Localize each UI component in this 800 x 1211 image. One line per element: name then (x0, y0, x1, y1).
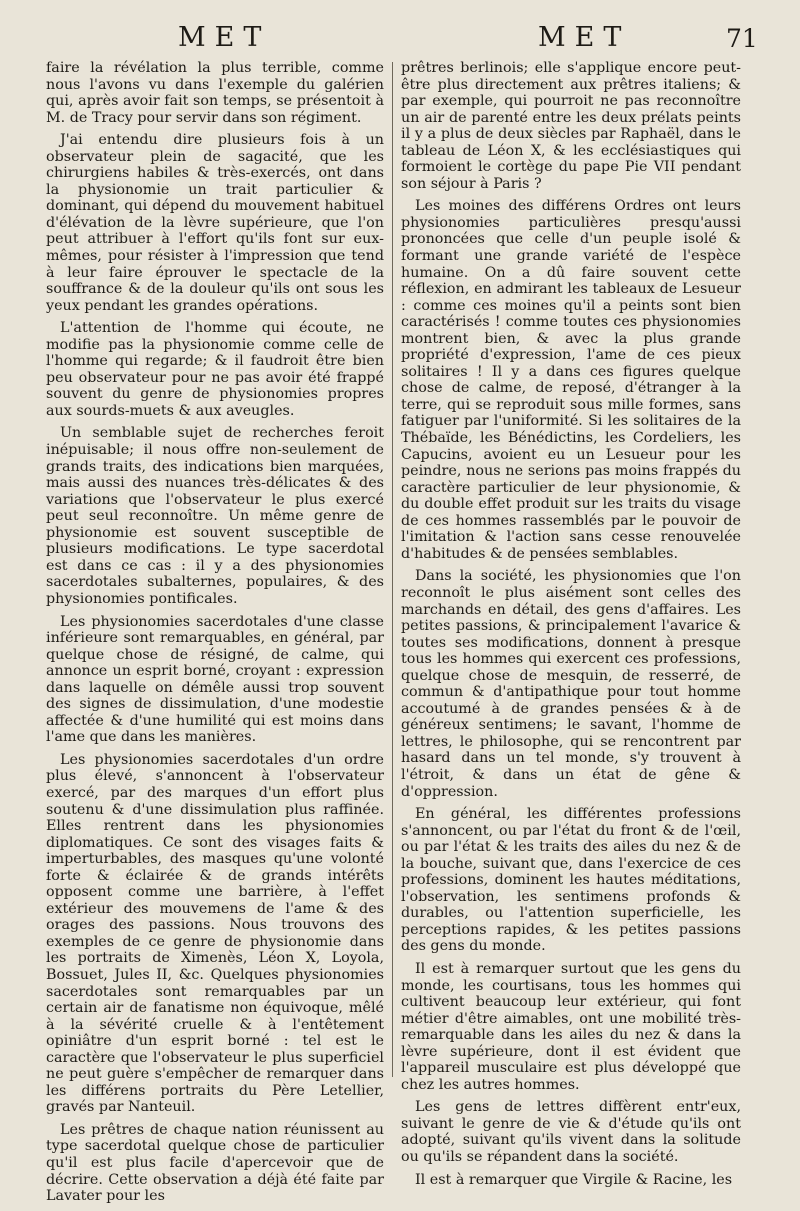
paragraph: En général, les différentes professions s'annoncent, ou par l'état du front & de l'œil, ou par l'état & les traits des ailes du nez & de la bouche, suivant que, dans l'exercice de ces professions, dominent les hautes méditations, l'observation, les sentimens profonds & durables, ou l'attention superficielle, les perceptions rapides, & les petites passions des gens du monde. (401, 806, 741, 955)
paragraph: Il est à remarquer surtout que les gens du monde, les courtisans, tous les hommes qui cultivent beaucoup leur extérieur, qui font métier d'être aimables, ont une mobilité très-remarquable dans les ailes du nez & dans la lèvre supérieure, dont il est évident que l'appareil musculaire est plus développé que chez les autres hommes. (401, 960, 741, 1093)
column-divider (392, 62, 393, 1077)
paragraph: Un semblable sujet de recherches feroit inépuisable; il nous offre non-seulement de grands traits, des indications bien marquées, mais aussi des nuances très-délicates & des variations que l'observateur le plus exercé peut seul reconnoître. Un même genre de physionomie est souvent susceptible de plusieurs modifications. Le type sacerdotal est dans ce cas : il y a des physionomies sacerdotales subalternes, populaires, & des physionomies pontificales. (46, 425, 384, 607)
right-column (401, 60, 741, 1194)
paragraph: Les gens de lettres diffèrent entr'eux, suivant le genre de vie & d'étude qu'ils ont adopté, suivant qu'ils vivent dans la solitude ou qu'ils se répandent dans la société. (401, 1099, 741, 1165)
paragraph: Il est à remarquer que Virgile & Racine, les (415, 1171, 733, 1188)
page-number: 71 (726, 24, 758, 53)
paragraph: J'ai entendu dire plusieurs fois à un observateur plein de sagacité, que les chirurgiens habiles & très-exercés, ont dans la physionomie un trait particulier & dominant, qui dépend du mouvement habituel d'élévation de la lèvre supérieure, que l'on peut attribuer à l'effort qu'ils font sur eux-mêmes, pour résister à l'impression que tend à leur faire éprouver le spectacle de la souffrance & de la douleur qu'ils ont sous les yeux pendant les grandes opérations. (46, 132, 384, 314)
paragraph: Les prêtres de chaque nation réunissent au type sacerdotal quelque chose de particulier qu'il est plus facile d'apercevoir que de décrire. Cette observation a déjà été faite par Lavater pour les (46, 1121, 384, 1205)
paragraph: L'attention de l'homme qui écoute, ne modifie pas la physionomie comme celle de l'homme qui regarde; & il faudroit être bien peu observateur pour ne pas avoir été frappé souvent du genre de physionomies propres aux sourds-muets & aux aveugles. (46, 320, 384, 419)
paragraph: Les physionomies sacerdotales d'une classe inférieure sont remarquables, en général, par quelque chose de résigné, de calme, qui annonce un esprit borné, croyant : expression dans laquelle on démêle aussi trop souvent des signes de dissimulation, d'une modestie affectée & d'une humilité qui est moins dans l'ame que dans les manières. (46, 613, 384, 746)
left-column (46, 60, 384, 1211)
running-head-right: MET (538, 22, 631, 53)
running-head-left: MET (178, 22, 271, 53)
paragraph: Les physionomies sacerdotales d'un ordre plus élevé, s'annoncent à l'observateur exercé, par des marques d'un effort plus soutenu & d'une dissimulation plus raffinée. Elles rentrent dans les physionomies diplomatiques. Ce sont des visages faits & imperturbables, des masques qu'une volonté forte & éclairée & de grands intérêts opposent comme une barrière, à l'effet extérieur des mouvemens de l'ame & des orages des passions. Nous trouvons des exemples de ce genre de physionomie dans les portraits de Ximenès, Léon X, Loyola, Bossuet, Jules II, &c. Quelques physionomies sacerdotales sont remarquables par un certain air de fanatisme non équivoque, mêlé à la sévérité cruelle & à l'entêtement opiniâtre d'un esprit borné : tel est le caractère que l'observateur le plus superficiel ne peut guère s'empêcher de remarquer dans les différens portraits du Père Letellier, gravés par Nanteuil. (46, 751, 384, 1116)
paragraph: faire la révélation la plus terrible, comme nous l'avons vu dans l'exemple du galérien qui, après avoir fait son temps, se présentoit à M. de Tracy pour servir dans son régiment. (46, 60, 384, 126)
paragraph: prêtres berlinois; elle s'applique encore peut-être plus directement aux prêtres italiens; & par exemple, qui pourroit ne pas reconnoître un air de parenté entre les deux prélats peints il y a plus de deux siècles par Raphaël, dans le tableau de Léon X, & les ecclésiastiques qui formoient le cortège du pape Pie VII pendant son séjour à Paris ? (401, 60, 741, 192)
paragraph: Les moines des différens Ordres ont leurs physionomies particulières presqu'aussi prononcées que celle d'un peuple isolé & formant une grande variété de l'espèce humaine. On a dû faire souvent cette réflexion, en admirant les tableaux de Lesueur : comme ces moines qu'il a peints sont bien caractérisés ! comme toutes ces physionomies montrent bien, & avec la plus grande propriété d'expression, l'ame de ces pieux solitaires ! Il y a dans ces figures quelque chose de calme, de reposé, d'étranger à la terre, qui se reproduit sous mille formes, sans fatiguer par l'uniformité. Si les solitaires de la Thébaïde, les Bénédictins, les Cordeliers, les Capucins, avoient eu un Lesueur pour les peindre, nous ne serions pas moins frappés du caractère particulier de leur physionomie, & du double effet produit sur les traits du visage de ces hommes rassemblés par le pouvoir de l'imitation & l'action sans cesse renouvelée d'habitudes & de pensées semblables. (401, 198, 741, 562)
paragraph: Dans la société, les physionomies que l'on reconnoît le plus aisément sont celles des marchands en détail, des gens d'affaires. Les petites passions, & principalement l'avarice & toutes ses modifications, donnent à presque tous les hommes qui exercent ces professions, quelque chose de mesquin, de resserré, de commun & d'antipathique pour tout homme accoutumé à de grandes pensées & à de généreux sentimens; le savant, l'homme de lettres, le philosophe, qui se rencontrent par hasard dans un tel monde, s'y trouvent à l'étroit, & dans un état de gêne & d'oppression. (401, 568, 741, 800)
running-header (0, 22, 800, 58)
